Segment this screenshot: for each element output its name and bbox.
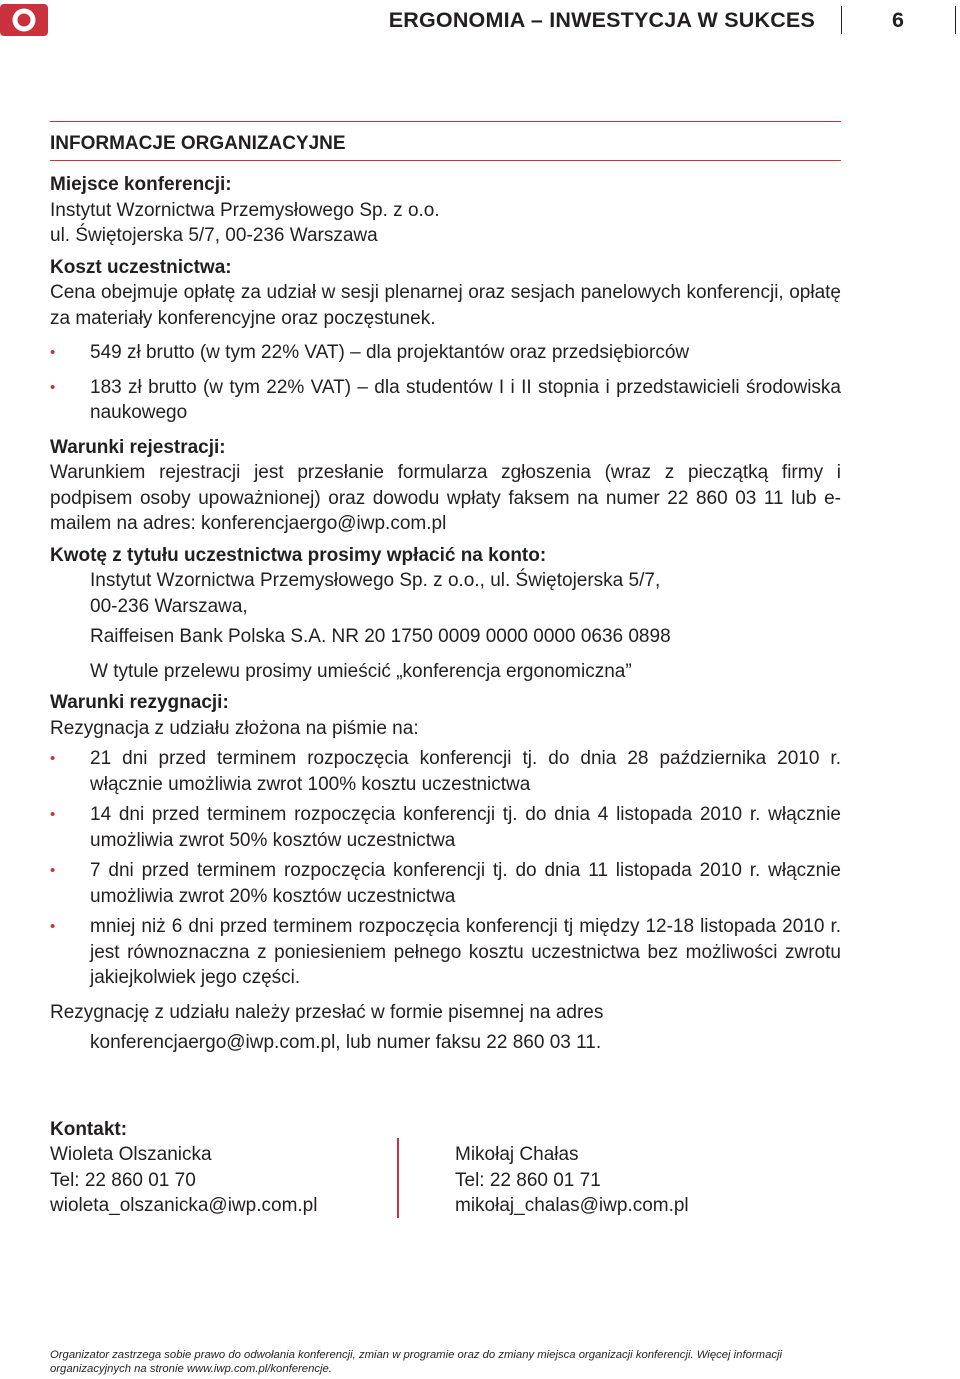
resignation-item: [50, 858, 841, 909]
registration-label: Warunki rejestracji:: [50, 436, 226, 458]
page-number: 6: [892, 8, 904, 32]
fee-item-text: 183 zł brutto (w tym 22% VAT) – dla studentów I i II stopnia i przedstawicieli środowiska naukowego: [90, 376, 841, 423]
transfer-title-note: W tytule przelewu prosimy umieścić „konferencja ergonomiczna”: [90, 660, 632, 682]
resignation-item-text: 14 dni przed terminem rozpoczęcia konferencji tj. do dnia 4 listopada 2010 r. włącznie umożliwia zwrot 50% kosztów uczestnictwa: [90, 804, 841, 851]
resignation-item-text: mniej niż 6 dni przed terminem rozpoczęcia konferencji tj między 12-18 listopada 2010 r. jest równoznaczna z poniesieniem pełnego kosztu uczestnictwa bez możliwości zwrotu jakiejkolwiek jego części.: [90, 916, 841, 988]
section-rule-bottom: [50, 160, 841, 161]
contact-person-2: [455, 1142, 689, 1219]
bullet-icon: •: [50, 918, 56, 935]
resignation-send-note: Rezygnację z udziału należy przesłać w formie pisemnej na adres: [50, 1001, 604, 1023]
bullet-icon: •: [50, 806, 56, 823]
resignation-item-text: 21 dni przed terminem rozpoczęcia konferencji tj. do dnia 28 października 2010 r. włącznie umożliwia zwrot 100% kosztu uczestnictwa: [90, 748, 841, 795]
header-divider: [841, 6, 842, 34]
payment-line-1: Instytut Wzornictwa Przemysłowego Sp. z o.o., ul. Świętojerska 5/7,: [90, 570, 661, 591]
bank-account: Raiffeisen Bank Polska S.A. NR 20 1750 0009 0000 0000 0636 0898: [90, 626, 671, 647]
contact-divider: [397, 1138, 399, 1218]
bullet-icon: •: [50, 750, 56, 767]
resignation-item: [50, 914, 841, 991]
contact-name: Mikołaj Chałas: [455, 1144, 579, 1165]
payment-line-2: 00-236 Warszawa,: [90, 595, 248, 617]
contact-email[interactable]: wioleta_olszanicka@iwp.com.pl: [50, 1195, 318, 1216]
resignation-item: [50, 746, 841, 797]
header-divider-right: [955, 6, 956, 34]
header-title: ERGONOMIA – INWESTYCJA W SUKCES: [388, 8, 815, 32]
fee-item: [50, 340, 841, 366]
bullet-icon: •: [50, 862, 56, 879]
bullet-icon: •: [50, 378, 56, 396]
cost-label: Koszt uczestnictwa:: [50, 256, 232, 278]
venue-line-1: Instytut Wzornictwa Przemysłowego Sp. z o.o.: [50, 199, 440, 221]
fee-item-text: 549 zł brutto (w tym 22% VAT) – dla projektantów oraz przedsiębiorców: [90, 342, 690, 363]
brand-logo-icon: [0, 4, 48, 36]
contact-phone: Tel: 22 860 01 71: [455, 1169, 601, 1191]
section-heading: INFORMACJE ORGANIZACYJNE: [50, 133, 346, 154]
venue-line-2: ul. Świętojerska 5/7, 00-236 Warszawa: [50, 225, 378, 246]
contact-person-1: [50, 1142, 317, 1219]
resignation-item: [50, 802, 841, 853]
contact-label: Kontakt:: [50, 1119, 128, 1140]
contact-phone: Tel: 22 860 01 70: [50, 1169, 196, 1191]
resignation-label: Warunki rezygnacji:: [50, 692, 229, 713]
fee-item: [50, 375, 841, 426]
cost-text: Cena obejmuje opłatę za udział w sesji plenarnej oraz sesjach panelowych konferencji, opłatę za materiały konferencyjne oraz poczęstunek.: [50, 282, 841, 329]
resignation-list: [50, 746, 841, 991]
venue-label: Miejsce konferencji:: [50, 174, 232, 195]
fee-list: [50, 340, 841, 426]
footer-note: Organizator zastrzega sobie prawo do odwołania konferencji, zmian w programie oraz do zmiany miejsca organizacji konferencji. Więcej informacji organizacyjnych na stronie www.iwp.com.pl/konferencje.: [50, 1349, 783, 1375]
registration-text: Warunkiem rejestracji jest przesłanie formularza zgłoszenia (wraz z pieczątką firmy i podpisem osoby upoważnionej) oraz dowodu wpłaty faksem na numer 22 860 03 11 lub e-mailem na adres: konferencjaergo@iwp.com.pl: [50, 462, 841, 534]
section-rule-top: [50, 121, 841, 122]
resignation-item-text: 7 dni przed terminem rozpoczęcia konferencji tj. do dnia 11 listopada 2010 r. włącznie umożliwia zwrot 20% kosztów uczestnictwa: [90, 860, 841, 907]
resignation-intro: Rezygnacja z udziału złożona na piśmie na:: [50, 717, 419, 739]
contact-email[interactable]: mikołaj_chalas@iwp.com.pl: [455, 1195, 689, 1216]
organizational-info: [50, 172, 841, 1056]
resignation-send-address[interactable]: konferencjaergo@iwp.com.pl, lub numer faksu 22 860 03 11.: [90, 1032, 602, 1053]
contact-name: Wioleta Olszanicka: [50, 1144, 212, 1165]
bullet-icon: •: [50, 344, 56, 361]
payment-label: Kwotę z tytułu uczestnictwa prosimy wpłacić na konto:: [50, 544, 547, 566]
